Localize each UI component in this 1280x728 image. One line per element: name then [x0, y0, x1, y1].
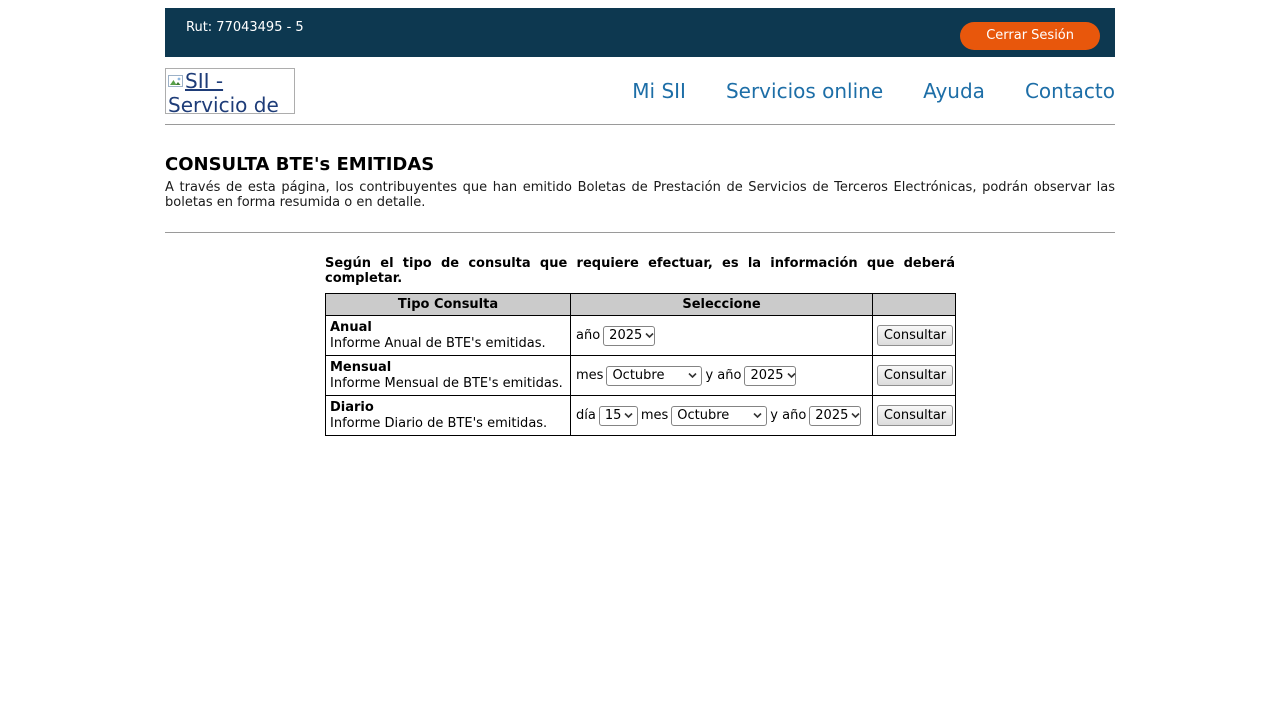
diario-day-label: día	[576, 408, 596, 423]
header-action	[873, 294, 956, 316]
chevron-down-icon	[851, 413, 860, 418]
diario-year-value: 2025	[815, 408, 849, 423]
anual-type-desc: Informe Anual de BTE's emitidas.	[330, 335, 546, 351]
table-row-anual	[326, 316, 956, 356]
chevron-down-icon	[645, 333, 654, 338]
anual-type-name: Anual	[330, 319, 372, 335]
table-row-mensual	[326, 356, 956, 396]
mensual-month-select[interactable]	[606, 366, 702, 386]
anual-year-select[interactable]	[603, 326, 655, 346]
anual-type-cell	[326, 316, 571, 356]
topbar	[165, 8, 1115, 57]
diario-month-label: mes	[640, 408, 669, 423]
rut-label: Rut: 77043495 - 5	[186, 20, 304, 35]
mensual-year-select[interactable]	[744, 366, 796, 386]
page-title: CONSULTA BTE's EMITIDAS	[165, 154, 435, 175]
mensual-type-name: Mensual	[330, 359, 392, 375]
diario-month-select[interactable]	[671, 406, 767, 426]
chevron-down-icon	[787, 373, 796, 378]
diario-select-cell	[571, 396, 873, 436]
consult-section	[325, 256, 955, 436]
broken-image-icon	[168, 69, 185, 93]
mensual-month-label: mes	[576, 368, 604, 383]
main-nav	[632, 79, 1115, 103]
diario-type-cell	[326, 396, 571, 436]
table-header-row	[326, 294, 956, 316]
diario-consultar-button[interactable]: Consultar	[877, 405, 953, 426]
diario-day-select[interactable]	[599, 406, 638, 426]
page-container	[165, 8, 1115, 436]
chevron-down-icon	[624, 413, 633, 418]
consult-table	[325, 293, 956, 436]
chevron-down-icon	[753, 413, 762, 418]
anual-select-cell	[571, 316, 873, 356]
mensual-type-cell	[326, 356, 571, 396]
logout-button[interactable]: Cerrar Sesión	[960, 22, 1100, 50]
header-tipo-consulta: Tipo Consulta	[326, 294, 571, 316]
sii-logo-link[interactable]	[165, 68, 295, 114]
anual-year-label: año	[576, 328, 601, 343]
nav-contacto[interactable]: Contacto	[1024, 78, 1115, 103]
chevron-down-icon	[688, 373, 697, 378]
mensual-type-desc: Informe Mensual de BTE's emitidas.	[330, 375, 563, 391]
page-description: A través de esta página, los contribuyentes que han emitido Boletas de Prestación de Servicios de Terceros Electrónicas, podrán observar las boletas en forma resumida o en detalle.	[165, 180, 1115, 210]
mensual-year-label: y año	[705, 368, 742, 383]
site-header	[165, 57, 1115, 125]
diario-day-value: 15	[604, 408, 622, 423]
header-seleccione: Seleccione	[571, 294, 873, 316]
nav-mi-sii[interactable]: Mi SII	[632, 78, 686, 103]
mensual-year-value: 2025	[750, 368, 784, 383]
diario-action-cell	[873, 396, 956, 436]
anual-action-cell	[873, 316, 956, 356]
logo-alt-text: SII - Servicio de	[168, 68, 279, 114]
anual-year-value: 2025	[609, 328, 643, 343]
anual-consultar-button[interactable]: Consultar	[877, 325, 953, 346]
instruction-text: Según el tipo de consulta que requiere efectuar, es la información que deberá completar.	[325, 256, 955, 286]
diario-type-name: Diario	[330, 399, 374, 415]
diario-month-value: Octubre	[677, 408, 730, 423]
mensual-action-cell	[873, 356, 956, 396]
nav-ayuda[interactable]: Ayuda	[923, 78, 985, 103]
section-divider	[165, 232, 1115, 233]
mensual-select-cell	[571, 356, 873, 396]
mensual-consultar-button[interactable]: Consultar	[877, 365, 953, 386]
diario-year-label: y año	[770, 408, 807, 423]
diario-year-select[interactable]	[809, 406, 861, 426]
mensual-month-value: Octubre	[612, 368, 665, 383]
table-row-diario	[326, 396, 956, 436]
diario-type-desc: Informe Diario de BTE's emitidas.	[330, 415, 548, 431]
nav-servicios-online[interactable]: Servicios online	[725, 78, 884, 103]
